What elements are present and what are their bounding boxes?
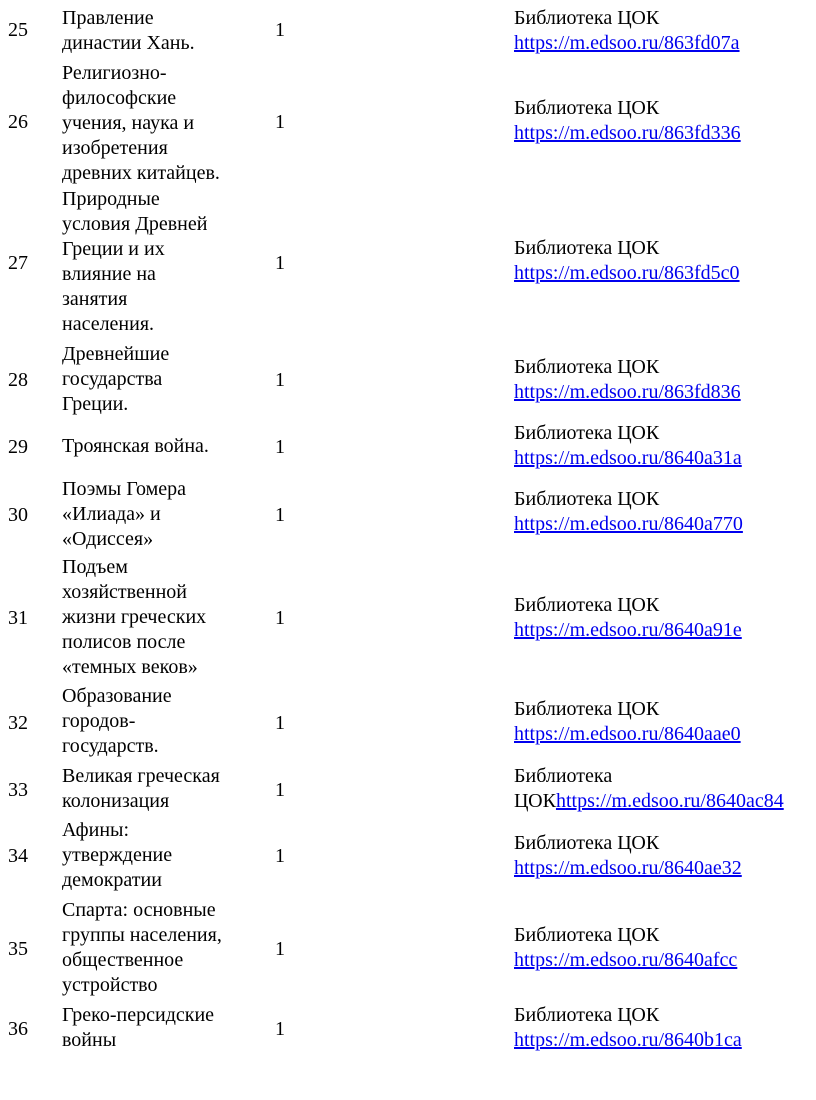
- resource-link[interactable]: https://m.edsoo.ru/8640a770: [514, 513, 743, 535]
- resource-link[interactable]: https://m.edsoo.ru/8640a91e: [514, 619, 742, 641]
- topic-line: древних китайцев.: [62, 162, 220, 184]
- topic-line: устройство: [62, 974, 158, 996]
- topic-line: Правление: [62, 7, 154, 29]
- lesson-number: 26: [8, 111, 28, 133]
- topic-line: общественное: [62, 949, 184, 971]
- resource-cell: [514, 6, 814, 56]
- lesson-topic: [62, 764, 262, 814]
- lesson-topic: [62, 6, 262, 56]
- lesson-topic: [62, 818, 262, 893]
- lesson-topic: [62, 898, 262, 998]
- lesson-topic: [62, 684, 262, 759]
- resource-link[interactable]: https://m.edsoo.ru/8640ac84: [555, 790, 784, 812]
- topic-line: Поэмы Гомера: [62, 478, 187, 500]
- lesson-number: 25: [8, 19, 28, 41]
- lesson-number: 36: [8, 1018, 28, 1040]
- topic-line: «темных веков»: [62, 656, 198, 678]
- topic-line: Образование: [62, 685, 172, 707]
- topic-line: Великая греческая: [62, 765, 220, 787]
- lesson-number: 30: [8, 504, 28, 526]
- lesson-topic: [62, 187, 262, 337]
- resource-link[interactable]: https://m.edsoo.ru/8640a31a: [514, 447, 742, 469]
- library-label: Библиотека ЦОК: [514, 7, 660, 29]
- resource-cell: [514, 421, 814, 471]
- resource-cell: [514, 697, 814, 747]
- lesson-topic: [62, 61, 262, 186]
- topic-line: «Илиада» и: [62, 503, 161, 525]
- lesson-topic: [62, 477, 262, 552]
- topic-line: Природные: [62, 188, 160, 210]
- topic-line: городов-: [62, 710, 136, 732]
- library-label: Библиотека ЦОК: [514, 832, 660, 854]
- topic-line: учения, наука и: [62, 112, 195, 134]
- topic-line: демократии: [62, 869, 162, 891]
- hours-count: 1: [275, 19, 285, 41]
- topic-line: философские: [62, 87, 177, 109]
- topic-line: государства: [62, 368, 163, 390]
- topic-line: Древнейшие: [62, 343, 170, 365]
- topic-line: колонизация: [62, 790, 170, 812]
- lesson-number: 35: [8, 938, 28, 960]
- topic-line: «Одиссея»: [62, 528, 154, 550]
- topic-line: утверждение: [62, 844, 173, 866]
- resource-cell: [514, 96, 814, 146]
- resource-link[interactable]: https://m.edsoo.ru/8640aae0: [514, 723, 741, 745]
- resource-cell: [514, 487, 814, 537]
- topic-line: Греко-персидские: [62, 1004, 215, 1026]
- hours-count: 1: [275, 1018, 285, 1040]
- lesson-number: 34: [8, 845, 28, 867]
- library-label: Библиотека ЦОК: [514, 422, 660, 444]
- hours-count: 1: [275, 504, 285, 526]
- resource-cell: [514, 764, 814, 814]
- hours-count: 1: [275, 779, 285, 801]
- topic-line: государств.: [62, 735, 159, 757]
- resource-cell: [514, 923, 814, 973]
- hours-count: 1: [275, 938, 285, 960]
- lesson-number: 32: [8, 712, 28, 734]
- topic-line: войны: [62, 1029, 117, 1051]
- lesson-number: 27: [8, 252, 28, 274]
- topic-line: Троянская война.: [62, 435, 209, 457]
- resource-link[interactable]: https://m.edsoo.ru/8640b1ca: [514, 1029, 742, 1051]
- topic-line: Подъем: [62, 556, 128, 578]
- topic-line: полисов после: [62, 631, 186, 653]
- lesson-number: 31: [8, 607, 28, 629]
- topic-line: жизни греческих: [62, 606, 207, 628]
- hours-count: 1: [275, 845, 285, 867]
- lesson-topic: [62, 555, 262, 680]
- topic-line: Религиозно-: [62, 62, 167, 84]
- resource-link[interactable]: https://m.edsoo.ru/863fd07a: [514, 32, 740, 54]
- hours-count: 1: [275, 712, 285, 734]
- topic-line: Греции и их: [62, 238, 165, 260]
- library-label: Библиотека ЦОК: [514, 698, 660, 720]
- resource-cell: [514, 593, 814, 643]
- topic-line: династии Хань.: [62, 32, 195, 54]
- library-label: Библиотека ЦОК: [514, 594, 660, 616]
- resource-cell: [514, 1003, 814, 1053]
- library-label: Библиотека ЦОК: [514, 356, 660, 378]
- library-label: Библиотека ЦОК: [514, 237, 660, 259]
- lesson-number: 29: [8, 436, 28, 458]
- library-label: Библиотека ЦОК: [514, 488, 660, 510]
- lesson-topic: [62, 342, 262, 417]
- lesson-topic: [62, 434, 262, 459]
- topic-line: группы населения,: [62, 924, 222, 946]
- lesson-number: 28: [8, 369, 28, 391]
- lesson-number: 33: [8, 779, 28, 801]
- topic-line: Греции.: [62, 393, 129, 415]
- lesson-topic: [62, 1003, 262, 1053]
- resource-cell: [514, 355, 814, 405]
- hours-count: 1: [275, 252, 285, 274]
- topic-line: хозяйственной: [62, 581, 187, 603]
- topic-line: Спарта: основные: [62, 899, 216, 921]
- resource-link[interactable]: https://m.edsoo.ru/8640afcc: [514, 949, 738, 971]
- resource-cell: [514, 236, 814, 286]
- topic-line: изобретения: [62, 137, 168, 159]
- topic-line: условия Древней: [62, 213, 208, 235]
- topic-line: населения.: [62, 313, 155, 335]
- hours-count: 1: [275, 607, 285, 629]
- hours-count: 1: [275, 436, 285, 458]
- topic-line: Афины:: [62, 819, 130, 841]
- resource-link[interactable]: https://m.edsoo.ru/863fd336: [514, 122, 741, 144]
- resource-link[interactable]: https://m.edsoo.ru/863fd836: [514, 381, 741, 403]
- library-label: Библиотека ЦОК: [514, 1004, 660, 1026]
- hours-count: 1: [275, 111, 285, 133]
- topic-line: влияние на: [62, 263, 156, 285]
- resource-cell: [514, 831, 814, 881]
- resource-link[interactable]: https://m.edsoo.ru/8640ae32: [514, 857, 742, 879]
- hours-count: 1: [275, 369, 285, 391]
- resource-line: [514, 789, 814, 814]
- library-label-cont: ЦОК: [514, 790, 556, 812]
- library-label: Библиотека: [514, 765, 613, 787]
- resource-link[interactable]: https://m.edsoo.ru/863fd5c0: [514, 262, 740, 284]
- topic-line: занятия: [62, 288, 128, 310]
- library-label: Библиотека ЦОК: [514, 924, 660, 946]
- library-label: Библиотека ЦОК: [514, 97, 660, 119]
